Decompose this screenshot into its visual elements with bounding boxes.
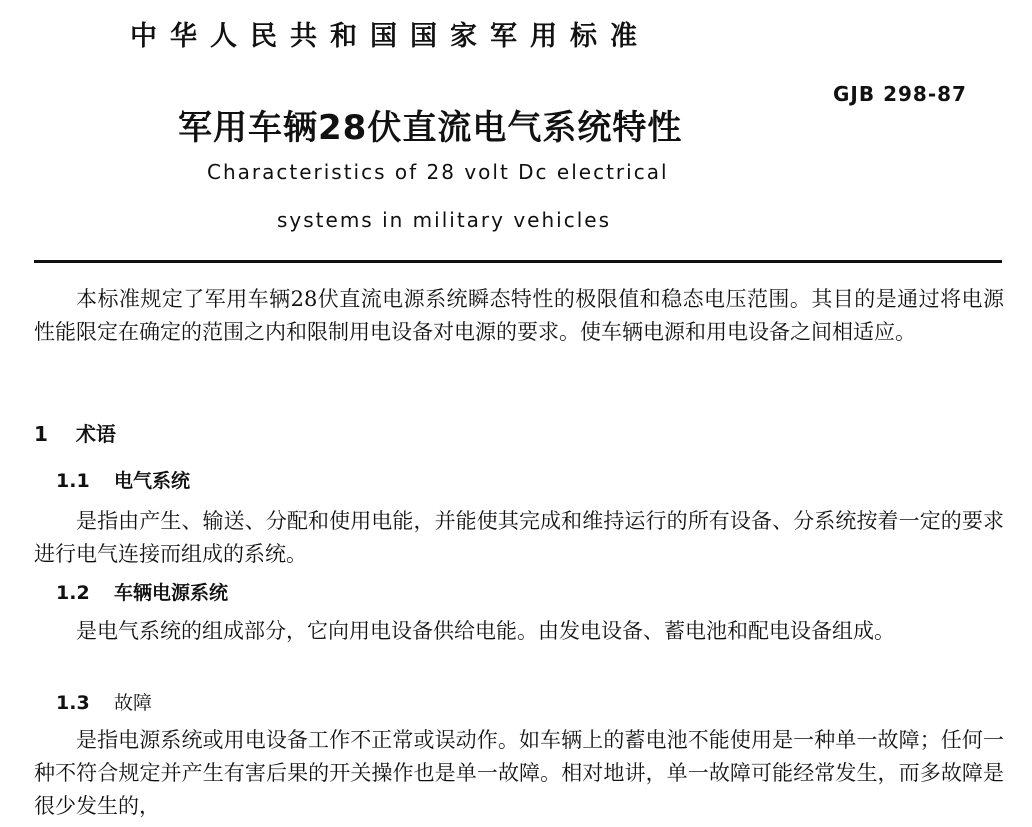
subsection-title: 车辆电源系统	[114, 582, 229, 604]
section-title: 术语	[75, 422, 116, 446]
subsection-number: 1.2	[56, 582, 90, 604]
document-title-chinese: 军用车辆28伏直流电气系统特性	[178, 108, 683, 148]
subsection-title: 电气系统	[114, 470, 191, 492]
section-heading	[34, 418, 116, 447]
title-divider	[34, 260, 1002, 263]
standard-body-header: 中华人民共和国国家军用标准	[130, 21, 650, 52]
section-number: 1	[34, 422, 48, 446]
subsection-paragraph: 是指电源系统或用电设备工作不正常或误动作。如车辆上的蓄电池不能使用是一种单一故障；任何一种不符合规定并产生有害后果的开关操作也是单一故障。相对地讲，单一故障可能经常发生，而多故障是很少发生的，	[34, 728, 1004, 818]
document-title-english-line2: systems in military vehicles	[277, 208, 611, 232]
subsection-heading	[56, 578, 228, 605]
subsection-number: 1.1	[56, 470, 90, 492]
document-code: GJB 298-87	[833, 82, 967, 106]
subsection-title: 故障	[114, 692, 153, 714]
subsection-paragraph: 是指由产生、输送、分配和使用电能，并能使其完成和维持运行的所有设备、分系统按着一定的要求进行电气连接而组成的系统。	[34, 509, 1004, 566]
intro-paragraph: 本标准规定了军用车辆28伏直流电源系统瞬态特性的极限值和稳态电压范围。其目的是通过将电源性能限定在确定的范围之内和限制用电设备对电源的要求。使车辆电源和用电设备之间相适应。	[34, 287, 1004, 344]
subsection-heading	[56, 466, 190, 493]
subsection-heading	[56, 688, 152, 715]
subsection-number: 1.3	[56, 692, 90, 714]
document-title-english-line1: Characteristics of 28 volt Dc electrical	[207, 160, 669, 184]
subsection-paragraph: 是电气系统的组成部分，它向用电设备供给电能。由发电设备、蓄电池和配电设备组成。	[76, 619, 895, 643]
